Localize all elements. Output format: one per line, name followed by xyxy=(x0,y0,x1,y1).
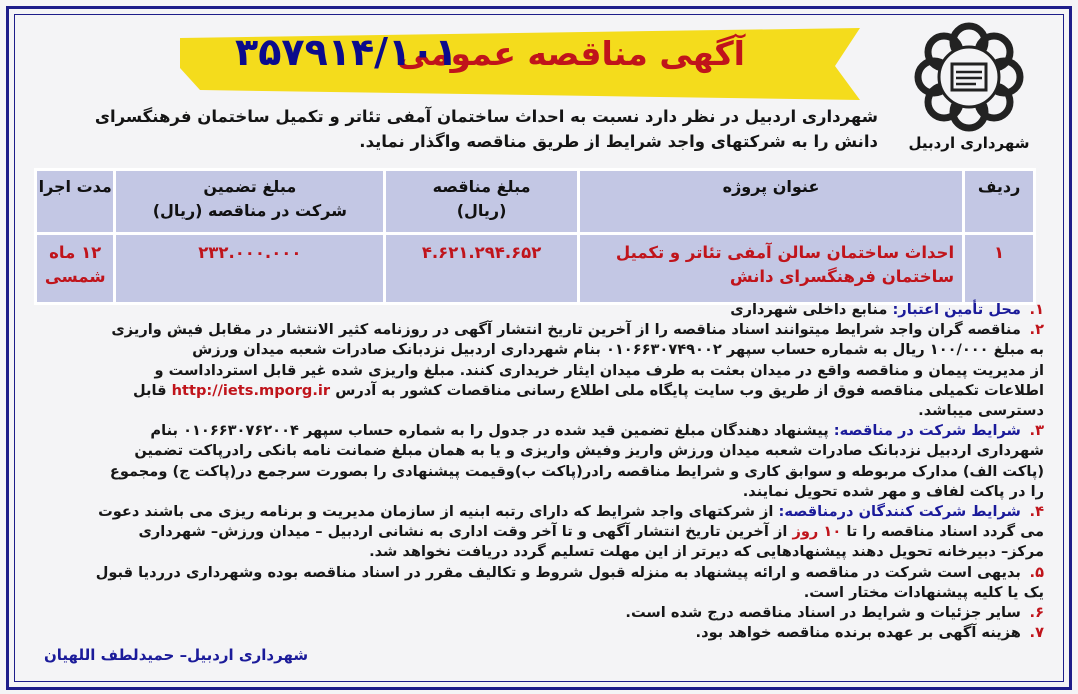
header-guarantee-amount: مبلغ تضمین شرکت در مناقصه (ریال) xyxy=(115,170,385,234)
emblem-icon xyxy=(914,22,1024,132)
header-tender-amount: مبلغ مناقصه (ریال) xyxy=(385,170,579,234)
term-2-line: اطلاعات تکمیلی مناقصه فوق از طریق وب سایت پایگاه ملی اطلاع رسانی مناقصات کشور به آدرس http://iets.mporg.ir قابل xyxy=(132,381,1044,399)
tender-portal-link[interactable]: http://iets.mporg.ir xyxy=(171,381,331,399)
title-banner xyxy=(180,28,860,100)
term-4-line: می گردد اسناد مناقصه را تا ۱۰ روز از آخرین تاریخ انتشار آگهی و تا آخر وقت اداری به نشانی اردبیل – میدان ورزش– شهرداری xyxy=(138,523,1044,541)
term-5: ۵. بدیهی است شرکت در مناقصه و ارائه پیشنهاد به منزله قبول شروط و تکالیف مقرر در اسناد مناقصه بوده وشهرداری درردیا قبول xyxy=(95,563,1044,581)
project-title: احداث ساختمان سالن آمفی تئاتر و تکمیل ساختمان فرهنگسرای دانش xyxy=(578,234,963,304)
table-row xyxy=(36,234,1035,304)
intro-line: دانش را به شرکتهای واجد شرایط از طریق مناقصه واگذار نماید. xyxy=(359,132,878,151)
term-3-line: را در پاکت لفاف و مهر شده تحویل نمایند. xyxy=(742,482,1044,500)
tender-amount: ۴.۶۲۱.۲۹۴.۶۵۲ xyxy=(385,234,579,304)
term-6: ۶. سایر جزئیات و شرایط در اسناد مناقصه درج شده است. xyxy=(625,604,1044,622)
header-project-title: عنوان پروژه xyxy=(578,170,963,234)
term-1: ۱. محل تأمین اعتبار: منابع داخلی شهرداری xyxy=(730,301,1044,318)
header-row-number: ردیف xyxy=(964,170,1035,234)
term-2-line: دسترسی میباشد. xyxy=(918,402,1044,420)
term-3: ۳. شرایط شرکت در مناقصه: پیشنهاد دهندگان مبلغ تضمین قید شده در جدول را به شماره حساب سپهر ۰۱۰۶۶۳۰۷۶۲۰۰۴ بنام xyxy=(150,422,1044,440)
term-4-line: مرکز– دبیرخانه تحویل دهند پیشنهادهایی که دیرتر از این مهلت تسلیم گردد دریافت نخواهد شد. xyxy=(369,543,1044,561)
term-7: ۷. هزینه آگهی بر عهده برنده مناقصه خواهد بود. xyxy=(695,624,1044,642)
municipality-logo xyxy=(894,22,1044,162)
intro-paragraph xyxy=(30,104,878,154)
term-2-line: از مدیریت پیمان و مناقصه واقع در میدان بعثت به طرف میدان ایثار خریداری کنند. مبلغ واریزی شده غیر قابل استرداداست و xyxy=(154,361,1044,379)
term-4: ۴. شرایط شرکت کنندگان درمناقصه: از شرکتهای واجد شرایط که دارای رتبه ابنیه از سازمان مدیریت و برنامه ریزی می باشند دعوت xyxy=(98,503,1044,521)
term-3-line: شهرداری اردبیل نزدبانک صادرات شعبه میدان ورزش واریز وفیش واریزی و یا به همان مبلغ ضمانت نامه بانکی رادرپاکت تضمین xyxy=(134,442,1044,460)
tender-table xyxy=(34,168,1036,305)
table-header-row xyxy=(36,170,1035,234)
term-3-line: (پاکت الف) مدارک مربوطه و سوابق کاری و شرایط مناقصه رادر(پاکت ب)وقیمت پیشنهادی را بصورت سرجمع در(پاکت ج) ومجموع xyxy=(109,462,1044,480)
row-number: ۱ xyxy=(964,234,1035,304)
intro-line: شهرداری اردبیل در نظر دارد نسبت به احداث ساختمان آمفی تئاتر و تکمیل ساختمان فرهنگسرای xyxy=(94,107,878,126)
guarantee-amount: ۲۳۲.۰۰۰.۰۰۰ xyxy=(115,234,385,304)
header-duration: مدت اجرا xyxy=(36,170,115,234)
execution-duration: ۱۲ ماه شمسی xyxy=(36,234,115,304)
term-2: ۲. مناقصه گران واجد شرایط میتوانند اسناد مناقصه را از آخرین تاریخ انتشار آگهی در روزنامه کثیر الانتشار در مقابل فیش واریزی xyxy=(111,321,1044,339)
signature-line: شهرداری اردبیل– حمیدلطف اللهیان xyxy=(44,646,309,664)
term-2-line: به مبلغ ۱۰۰/۰۰۰ ریال به شماره حساب سپهر ۰۱۰۶۶۳۰۷۴۹۰۰۲ بنام شهرداری اردبیل نزدبانک صادرات شعبه میدان ورزش xyxy=(192,341,1044,359)
ad-title: آگهی مناقصه عمومی xyxy=(396,34,745,73)
terms-list xyxy=(34,300,1044,643)
ad-number: ۳۵۷۹۱۴/۱۰۱ xyxy=(235,30,458,74)
term-5-line: یک یا کلیه پیشنهادات مختار است. xyxy=(803,583,1044,601)
logo-caption: شهرداری اردبیل xyxy=(908,134,1030,152)
